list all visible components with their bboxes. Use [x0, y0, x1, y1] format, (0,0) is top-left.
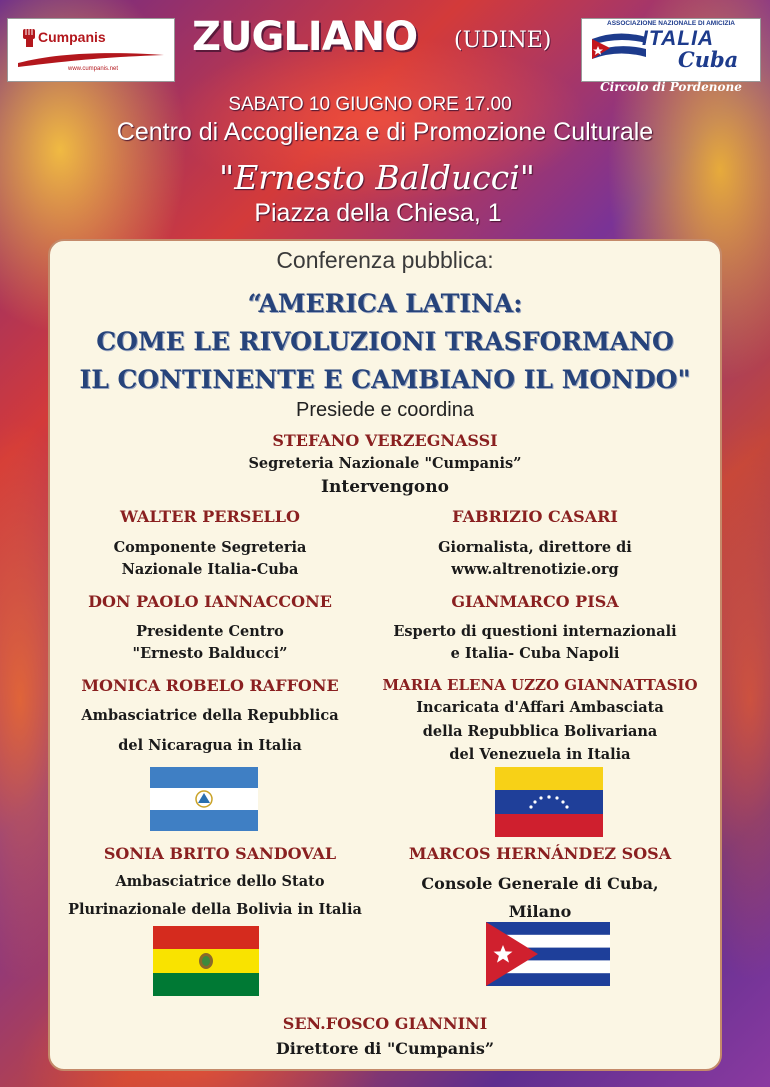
speaker-name: MONICA ROBELO RAFFONE [81, 676, 339, 695]
presiede-label: Presiede e coordina [296, 399, 474, 421]
speaker-role: della Repubblica Bolivariana [422, 723, 658, 740]
speaker-role: "Ernesto Balducci” [132, 645, 288, 662]
cumpanis-logo [7, 18, 175, 82]
speaker-role: Ambasciatrice dello Stato [115, 873, 325, 890]
italia-cuba-logo [581, 18, 761, 94]
speaker-role: Console Generale di Cuba, [421, 874, 659, 893]
speaker-role: Presidente Centro [136, 623, 284, 640]
speaker-role: Esperto di questioni internazionali [393, 623, 677, 640]
speaker-name: SONIA BRITO SANDOVAL [103, 844, 337, 863]
closing-role: Direttore di "Cumpanis” [275, 1039, 495, 1058]
fist-icon [20, 27, 38, 47]
circolo-label: Circolo di Pordenone [600, 80, 742, 94]
speaker-role: Incaricata d'Affari Ambasciata [416, 699, 664, 716]
conference-title-line-3: IL CONTINENTE E CAMBIANO IL MONDO" [79, 365, 691, 394]
city-title: ZUGLIANO [192, 14, 418, 60]
speaker-role: Giornalista, direttore di [438, 539, 632, 556]
speaker-role: e Italia- Cuba Napoli [450, 645, 620, 662]
speaker-name: MARIA ELENA UZZO GIANNATTASIO [382, 676, 698, 694]
nicaragua-flag-icon [150, 767, 258, 831]
closing-name: SEN.FOSCO GIANNINI [282, 1014, 488, 1033]
venezuela-flag-icon [495, 767, 603, 837]
speaker-role: Milano [508, 902, 572, 921]
speaker-role: Componente Segreteria [113, 539, 307, 556]
cuba-star-icon [588, 29, 648, 65]
bolivia-flag-icon [153, 926, 259, 996]
speaker-role: Nazionale Italia-Cuba [121, 561, 299, 578]
speaker-role: del Venezuela in Italia [449, 746, 631, 763]
speaker-role: Plurinazionale della Bolivia in Italia [68, 901, 362, 918]
speaker-name: WALTER PERSELLO [120, 507, 300, 526]
speaker-name: DON PAOLO IANNACCONE [88, 592, 332, 611]
italia-wordmark: ITALIA [642, 27, 715, 50]
venue-name: "Ernesto Balducci" [219, 158, 535, 197]
cumpanis-logo-name: Cumpanis [38, 29, 106, 45]
program-panel [48, 239, 722, 1071]
speaker-name: GIANMARCO PISA [451, 592, 619, 611]
cuba-wordmark: Cuba [678, 47, 739, 72]
conference-title-line-2: COME LE RIVOLUZIONI TRASFORMANO [96, 327, 674, 356]
speaker-name: MARCOS HERNÁNDEZ SOSA [408, 844, 672, 863]
venue-address: Piazza della Chiesa, 1 [254, 199, 502, 227]
conference-title-line-1: “AMERICA LATINA: [247, 289, 523, 318]
speaker-role: Ambasciatrice della Repubblica [81, 707, 339, 724]
region-title: (UDINE) [454, 28, 552, 53]
speaker-role: www.altrenotizie.org [451, 561, 619, 578]
association-label: ASSOCIAZIONE NAZIONALE DI AMICIZIA [607, 20, 735, 27]
chair-role: Segreteria Nazionale "Cumpanis” [248, 455, 522, 472]
conference-kind: Conferenza pubblica: [276, 247, 494, 273]
event-date: SABATO 10 GIUGNO ORE 17.00 [228, 94, 512, 115]
cuba-flag-icon [486, 922, 610, 986]
intervengono-label: Intervengono [321, 477, 449, 497]
speaker-role: del Nicaragua in Italia [118, 737, 302, 754]
cumpanis-logo-url: www.cumpanis.net [68, 66, 119, 72]
venue-line: Centro di Accoglienza e di Promozione Culturale [116, 118, 654, 146]
chair-name: STEFANO VERZEGNASSI [272, 431, 498, 450]
speaker-name: FABRIZIO CASARI [452, 507, 618, 526]
